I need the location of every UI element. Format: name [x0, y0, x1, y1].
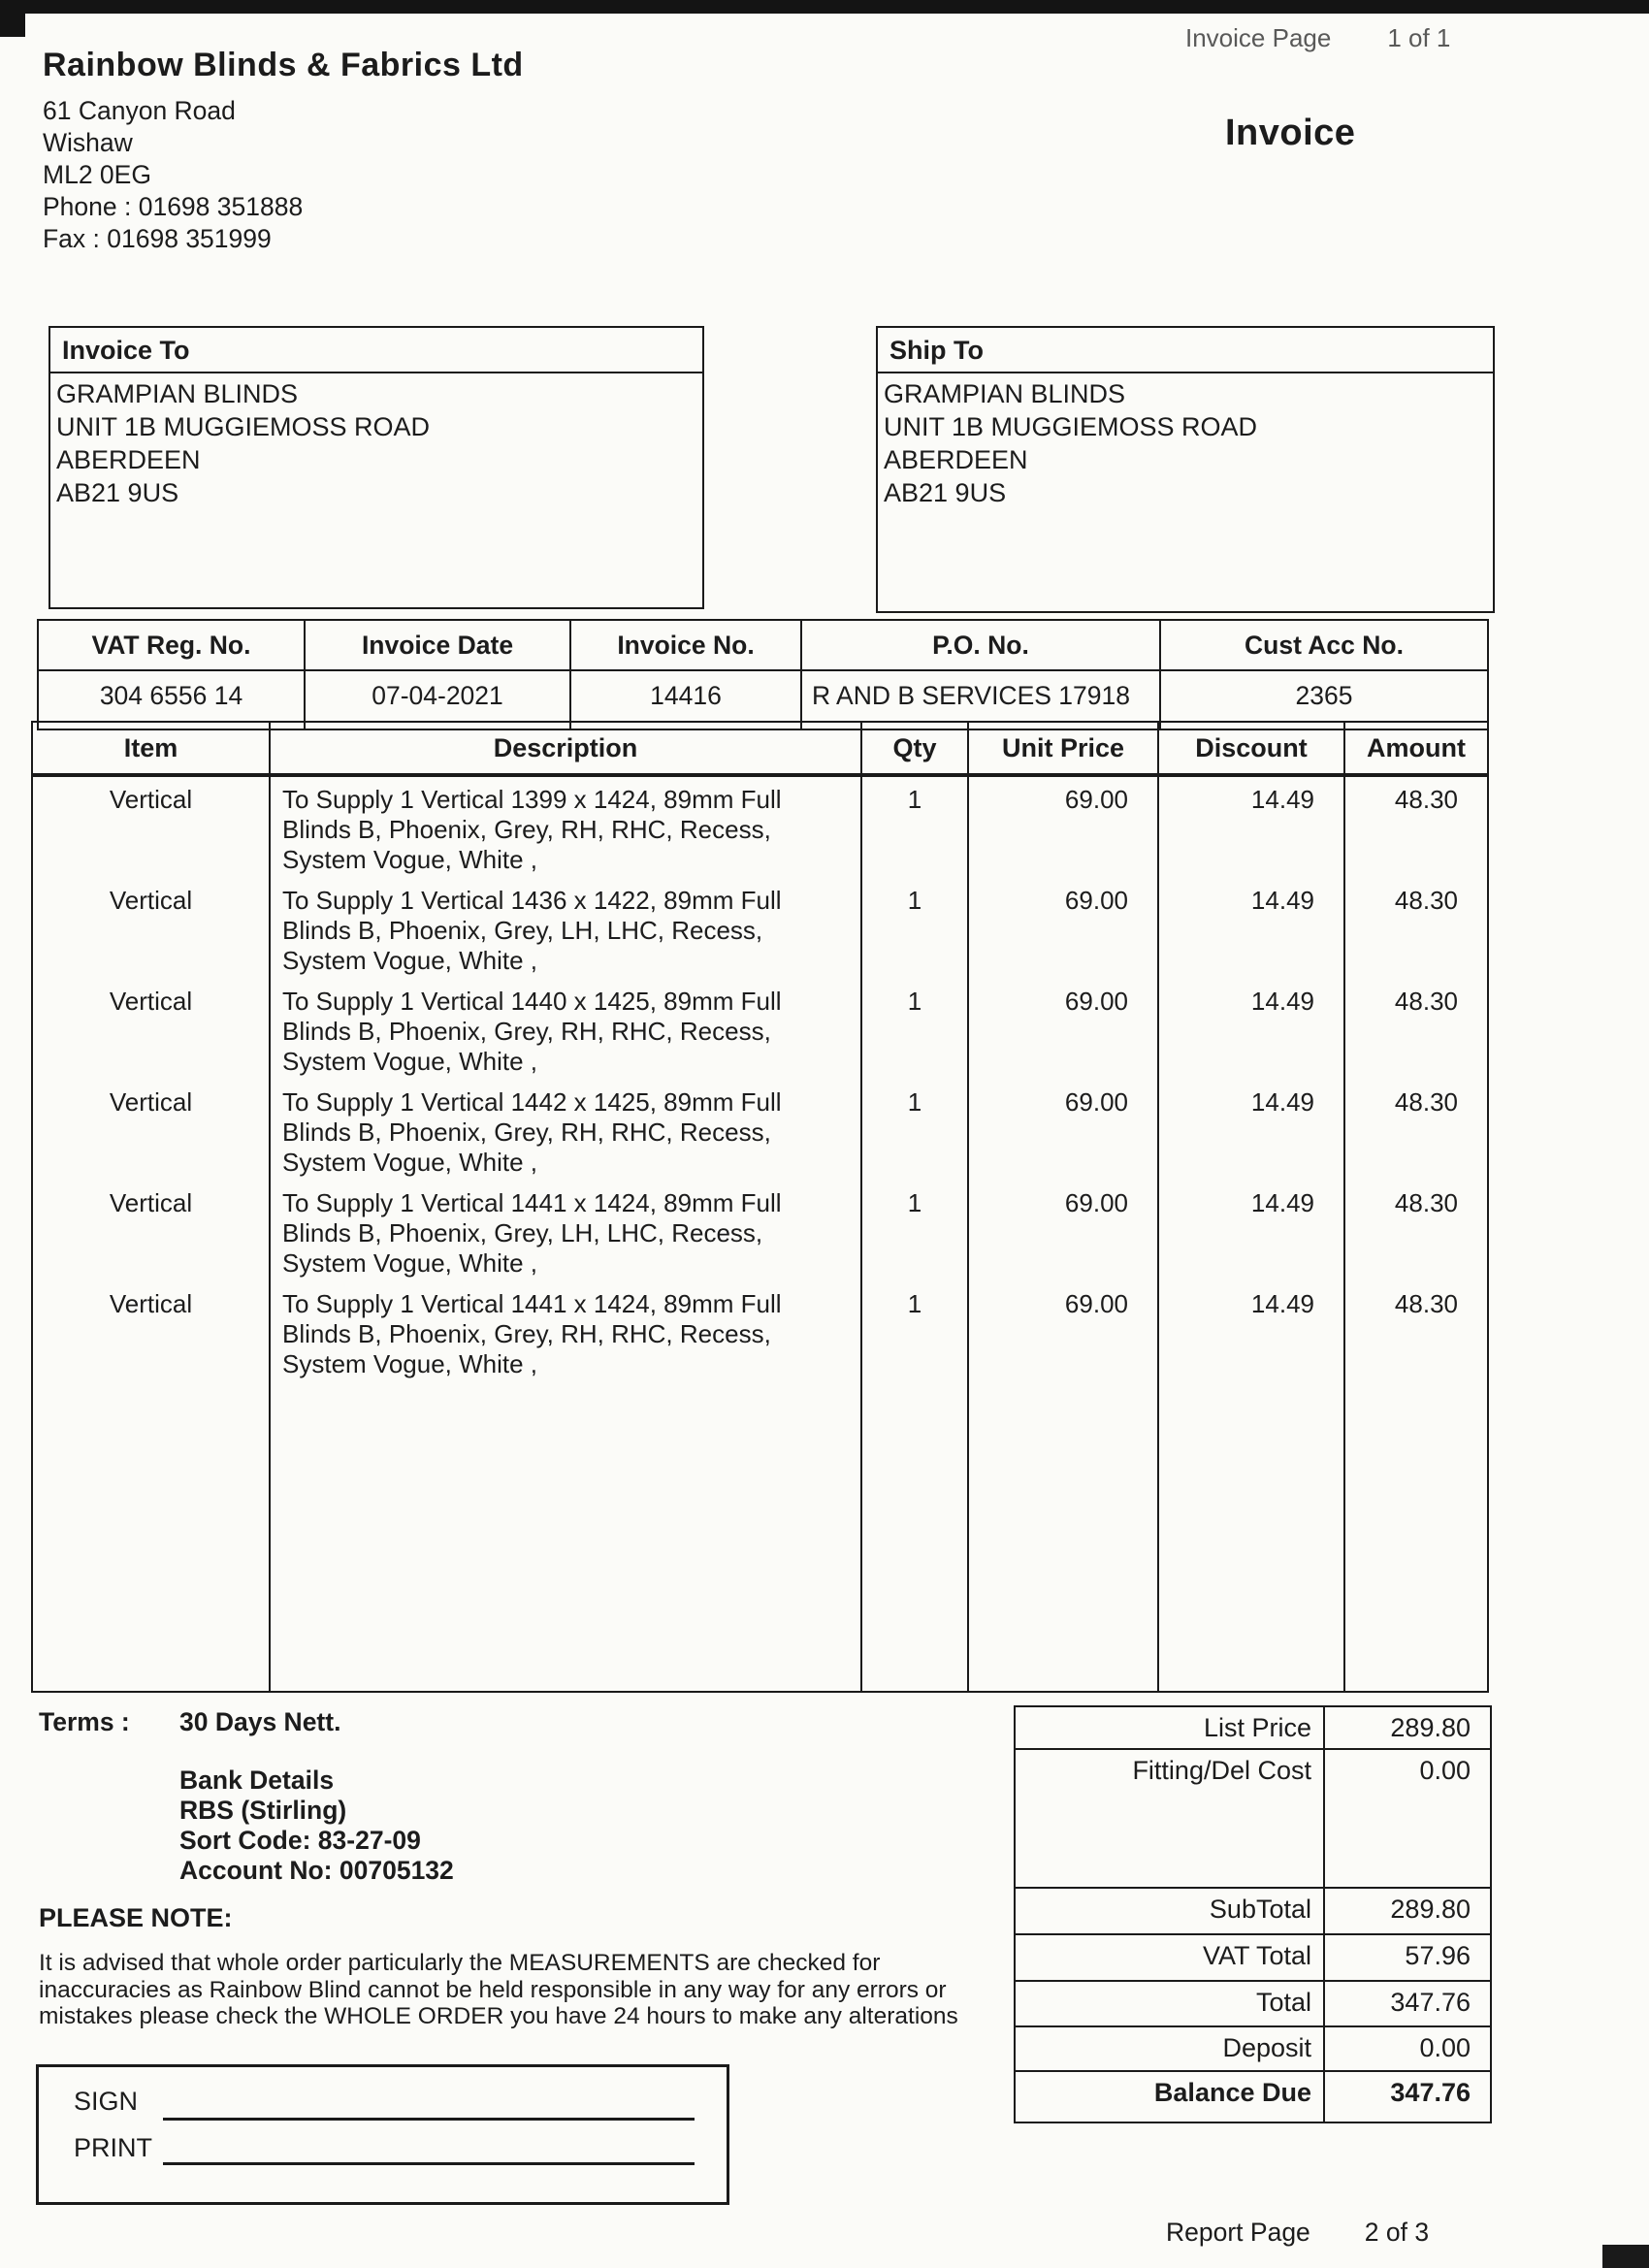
- item-type-cell: Vertical: [33, 1281, 271, 1382]
- sign-signature-line: [163, 2118, 695, 2121]
- empty-cell: [1345, 1382, 1487, 1691]
- items-header-description: Description: [271, 723, 862, 773]
- item-type-cell: Vertical: [33, 979, 271, 1080]
- meta-value-cell: 304 6556 14: [39, 671, 306, 729]
- item-discount-cell: 14.49: [1159, 1281, 1345, 1382]
- invoice-page-value: 1 of 1: [1387, 23, 1451, 52]
- scan-edge-bottom-right-mark: [1602, 2245, 1649, 2268]
- description-line: System Vogue, White ,: [282, 1349, 538, 1378]
- empty-cell: [33, 1382, 271, 1691]
- meta-value-cell: 2365: [1295, 681, 1353, 710]
- ship-to-address-line: UNIT 1B MUGGIEMOSS ROAD: [884, 412, 1258, 441]
- table-row: [33, 878, 1487, 979]
- table-row: [33, 979, 1487, 1080]
- totals-row: [1016, 2027, 1490, 2072]
- report-page-value: 2 of 3: [1364, 2218, 1430, 2247]
- table-row: [33, 1181, 1487, 1281]
- invoice-meta-table: [37, 619, 1489, 730]
- item-qty-cell: 1: [862, 1181, 969, 1281]
- item-discount-cell: 14.49: [1159, 1080, 1345, 1181]
- ship-to-box: [876, 326, 1495, 613]
- totals-row: [1016, 1982, 1490, 2027]
- item-amount-cell: 48.30: [1394, 1289, 1458, 1318]
- item-amount-cell: 48.30: [1394, 987, 1458, 1016]
- print-signature-line: [163, 2162, 695, 2165]
- item-discount-cell: 14.49: [1159, 979, 1345, 1080]
- scan-edge-corner-notch: [0, 0, 25, 37]
- bank-details-line: RBS (Stirling): [179, 1796, 347, 1825]
- ship-to-address-line: ABERDEEN: [884, 445, 1028, 474]
- meta-value-cell: 14416: [571, 671, 802, 729]
- company-address-line: 61 Canyon Road: [43, 96, 236, 125]
- description-line: System Vogue, White ,: [282, 946, 538, 975]
- totals-row: [1016, 2072, 1490, 2122]
- description-line: System Vogue, White ,: [282, 845, 538, 874]
- item-unit-price-cell: 69.00: [969, 979, 1159, 1080]
- invoice-to-address-line: ABERDEEN: [56, 445, 201, 474]
- disclaimer-text: [39, 1950, 1018, 2030]
- item-discount-cell: 14.49: [1159, 777, 1345, 878]
- table-row: [33, 1281, 1487, 1382]
- description-line: Blinds B, Phoenix, Grey, RH, RHC, Recess,: [282, 1017, 771, 1046]
- item-type-cell: Vertical: [33, 1181, 271, 1281]
- print-label: PRINT: [74, 2133, 152, 2162]
- please-note-heading: PLEASE NOTE:: [39, 1903, 233, 1932]
- bank-details-line: Sort Code: 83-27-09: [179, 1826, 421, 1855]
- totals-row: [1016, 1707, 1490, 1750]
- ship-to-address: [878, 373, 1493, 509]
- line-items-table: [31, 721, 1489, 1693]
- item-qty-cell: 1: [862, 777, 969, 878]
- invoice-to-address-line: AB21 9US: [56, 478, 179, 507]
- empty-cell: [271, 1382, 862, 1691]
- item-amount-cell: 48.30: [1394, 1087, 1458, 1117]
- totals-row-value: 0.00: [1419, 2033, 1471, 2062]
- description-line: System Vogue, White ,: [282, 1248, 538, 1278]
- items-header-item: Item: [33, 723, 271, 773]
- ship-to-address-line: GRAMPIAN BLINDS: [884, 379, 1126, 408]
- meta-header-cell: Cust Acc No.: [1245, 630, 1404, 660]
- items-header-discount: Discount: [1159, 723, 1345, 773]
- company-address-line: Wishaw: [43, 128, 133, 157]
- totals-row: [1016, 1750, 1490, 1889]
- description-line: Blinds B, Phoenix, Grey, RH, RHC, Recess,: [282, 815, 771, 844]
- terms-value: 30 Days Nett.: [179, 1707, 341, 1736]
- item-qty-cell: 1: [862, 1281, 969, 1382]
- meta-value-cell: 07-04-2021: [306, 671, 571, 729]
- items-header-qty: Qty: [862, 723, 969, 773]
- item-amount-cell: 48.30: [1394, 1188, 1458, 1217]
- totals-row-value: 57.96: [1405, 1941, 1471, 1970]
- totals-row-value: 347.76: [1390, 2078, 1471, 2107]
- invoice-to-label: Invoice To: [50, 328, 702, 373]
- totals-row: [1016, 1889, 1490, 1935]
- item-type-cell: Vertical: [33, 878, 271, 979]
- meta-header-cell: Invoice Date: [306, 621, 571, 669]
- totals-row-value: 0.00: [1419, 1756, 1471, 1785]
- totals-row-label: Balance Due: [1016, 2072, 1325, 2122]
- disclaimer-line: mistakes please check the WHOLE ORDER you have 24 hours to make any alterations: [39, 2003, 958, 2029]
- item-description-cell: [271, 878, 862, 979]
- description-line: To Supply 1 Vertical 1441 x 1424, 89mm Full: [282, 1188, 782, 1217]
- company-address-line: Fax : 01698 351999: [43, 224, 272, 253]
- bank-details: [179, 1766, 454, 1886]
- description-line: To Supply 1 Vertical 1399 x 1424, 89mm Full: [282, 785, 782, 814]
- scan-edge-top-bar: [0, 0, 1649, 14]
- item-unit-price-cell: 69.00: [969, 1281, 1159, 1382]
- description-line: System Vogue, White ,: [282, 1148, 538, 1177]
- invoice-to-address-line: GRAMPIAN BLINDS: [56, 379, 299, 408]
- signature-box: [36, 2064, 729, 2205]
- items-header-row: [33, 723, 1487, 777]
- table-row: [33, 777, 1487, 878]
- empty-cell: [862, 1382, 969, 1691]
- description-line: System Vogue, White ,: [282, 1047, 538, 1076]
- item-unit-price-cell: 69.00: [969, 878, 1159, 979]
- item-discount-cell: 14.49: [1159, 878, 1345, 979]
- meta-header-cell: VAT Reg. No.: [39, 621, 306, 669]
- items-header-unit-price: Unit Price: [969, 723, 1159, 773]
- item-amount-cell: 48.30: [1394, 785, 1458, 814]
- invoice-to-address: [50, 373, 702, 509]
- item-unit-price-cell: 69.00: [969, 1080, 1159, 1181]
- company-address: [43, 95, 303, 255]
- item-type-cell: Vertical: [33, 777, 271, 878]
- item-unit-price-cell: 69.00: [969, 777, 1159, 878]
- item-qty-cell: 1: [862, 979, 969, 1080]
- totals-row: [1016, 1935, 1490, 1982]
- meta-header-row: [39, 621, 1487, 671]
- description-line: Blinds B, Phoenix, Grey, LH, LHC, Recess,: [282, 1218, 763, 1247]
- invoice-page-indicator: [1185, 23, 1450, 53]
- report-page-indicator: [1166, 2218, 1429, 2248]
- description-line: Blinds B, Phoenix, Grey, LH, LHC, Recess,: [282, 916, 763, 945]
- description-line: Blinds B, Phoenix, Grey, RH, RHC, Recess,: [282, 1118, 771, 1147]
- empty-cell: [969, 1382, 1159, 1691]
- meta-value-cell: R AND B SERVICES 17918: [802, 671, 1161, 729]
- totals-row-label: Fitting/Del Cost: [1016, 1750, 1325, 1887]
- totals-row-value: 289.80: [1390, 1713, 1471, 1742]
- item-description-cell: [271, 1080, 862, 1181]
- description-line: To Supply 1 Vertical 1436 x 1422, 89mm Full: [282, 886, 782, 915]
- totals-row-label: SubTotal: [1016, 1889, 1325, 1933]
- disclaimer-line: It is advised that whole order particularly the MEASUREMENTS are checked for: [39, 1950, 881, 1976]
- ship-to-label: Ship To: [878, 328, 1493, 373]
- item-description-cell: [271, 979, 862, 1080]
- invoice-to-address-line: UNIT 1B MUGGIEMOSS ROAD: [56, 412, 431, 441]
- items-header-amount: Amount: [1367, 732, 1466, 762]
- ship-to-address-line: AB21 9US: [884, 478, 1007, 507]
- description-line: Blinds B, Phoenix, Grey, RH, RHC, Recess,: [282, 1319, 771, 1348]
- description-line: To Supply 1 Vertical 1442 x 1425, 89mm Full: [282, 1087, 782, 1117]
- item-description-cell: [271, 777, 862, 878]
- report-page-label: Report Page: [1166, 2218, 1310, 2247]
- item-unit-price-cell: 69.00: [969, 1181, 1159, 1281]
- item-qty-cell: 1: [862, 1080, 969, 1181]
- bank-details-line: Bank Details: [179, 1766, 335, 1795]
- disclaimer-line: inaccuracies as Rainbow Blind cannot be held responsible in any way for any errors or: [39, 1976, 947, 2003]
- terms-label: Terms :: [39, 1707, 130, 1736]
- item-discount-cell: 14.49: [1159, 1181, 1345, 1281]
- item-type-cell: Vertical: [33, 1080, 271, 1181]
- item-amount-cell: 48.30: [1394, 886, 1458, 915]
- company-address-line: Phone : 01698 351888: [43, 192, 304, 221]
- totals-row-label: List Price: [1016, 1707, 1325, 1748]
- description-line: To Supply 1 Vertical 1441 x 1424, 89mm Full: [282, 1289, 782, 1318]
- meta-header-cell: Invoice No.: [571, 621, 802, 669]
- description-line: To Supply 1 Vertical 1440 x 1425, 89mm Full: [282, 987, 782, 1016]
- empty-cell: [1159, 1382, 1345, 1691]
- sign-label: SIGN: [74, 2087, 139, 2116]
- meta-header-cell: P.O. No.: [802, 621, 1161, 669]
- totals-row-label: VAT Total: [1016, 1935, 1325, 1980]
- bank-details-line: Account No: 00705132: [179, 1856, 454, 1885]
- document-title: Invoice: [1225, 113, 1356, 153]
- company-name: Rainbow Blinds & Fabrics Ltd: [43, 47, 524, 83]
- totals-row-value: 347.76: [1390, 1988, 1471, 2017]
- item-description-cell: [271, 1281, 862, 1382]
- item-description-cell: [271, 1181, 862, 1281]
- items-body: [33, 777, 1487, 1382]
- invoice-page-label: Invoice Page: [1185, 23, 1332, 52]
- company-address-line: ML2 0EG: [43, 160, 151, 189]
- items-empty-area: [33, 1382, 1487, 1691]
- totals-box: [1014, 1705, 1492, 2123]
- totals-row-label: Total: [1016, 1982, 1325, 2025]
- item-qty-cell: 1: [862, 878, 969, 979]
- invoice-to-box: [48, 326, 704, 609]
- table-row: [33, 1080, 1487, 1181]
- totals-row-label: Deposit: [1016, 2027, 1325, 2070]
- totals-row-value: 289.80: [1390, 1895, 1471, 1924]
